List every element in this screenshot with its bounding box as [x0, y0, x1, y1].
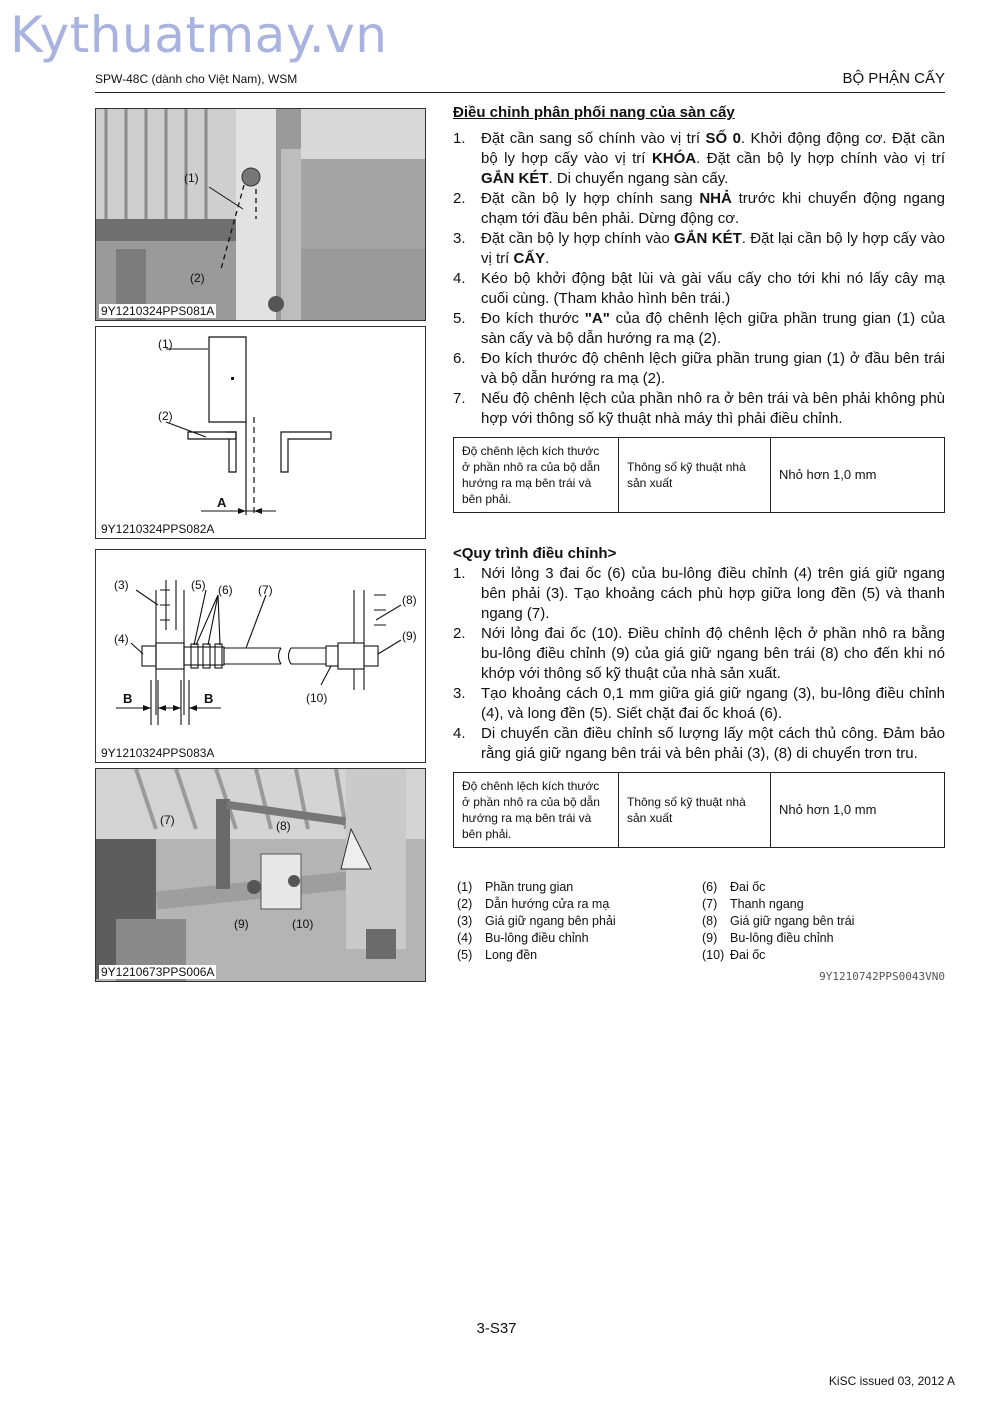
legend-row: (5) Long đền (10) Đai ốc: [457, 948, 766, 962]
diagram-3-drawing: [96, 550, 425, 762]
step: 1. Đặt cần sang số chính vào vị trí SỐ 0. Khởi động động cơ. Đặt cần bộ ly hợp cấy vào vị trí KHÓA. Đặt cần bộ ly hợp chính vào vị trí GẮN KÉT. Di chuyển ngang sàn cấy.: [453, 130, 946, 187]
legend-row: (4) Bu-lông điều chỉnh (9) Bu-lông điều chỉnh: [457, 931, 834, 945]
fig4-label-9: (9): [234, 917, 249, 931]
page-number: 3-S37: [476, 1320, 517, 1337]
fig3-label-6: (6): [218, 583, 233, 597]
step: 6. Đo kích thước độ chênh lệch giữa phần trung gian (1) ở đầu bên trái và bộ dẫn hướng ra mạ (2).: [453, 350, 945, 387]
spec-item: Độ chênh lệch kích thước ở phần nhô ra của bộ dẫn hướng ra mạ bên trái và bên phải.: [454, 438, 619, 513]
header-rule: [95, 92, 945, 93]
legend-row: (1) Phần trung gian (6) Đai ốc: [457, 880, 766, 894]
spec-label: Thông số kỹ thuật nhà sản xuất: [619, 438, 771, 513]
fig4-label-7: (7): [160, 813, 175, 827]
photo-4-drawing: [96, 769, 425, 981]
issued-note: KiSC issued 03, 2012 A: [828, 1374, 955, 1388]
fig3-label-9: (9): [402, 629, 417, 643]
section-1-steps: [453, 129, 945, 429]
section-2: [453, 544, 945, 848]
step: 4. Kéo bộ khởi động bật lùi và gài vấu cấy cho tới khi nó lấy cây mạ cuối cùng. (Tham khảo hình bên trái.): [453, 270, 945, 307]
fig3-label-4: (4): [114, 632, 129, 646]
diagram-2-drawing: [96, 327, 425, 538]
fig1-label-1: (1): [184, 171, 199, 185]
photo-1-drawing: [96, 109, 425, 320]
step: 2. Nới lỏng đai ốc (10). Điều chỉnh độ chênh lệch ở phần nhô ra bằng bu-lông điều chỉnh (9) của giá giữ ngang bên trái (8) cho đến khi nó khớp với thông số kỹ thuật của nhà sản xuất.: [453, 625, 945, 682]
section-1: [453, 103, 945, 513]
figure-diagram-2: [95, 326, 426, 539]
spec-label: Thông số kỹ thuật nhà sản xuất: [619, 773, 771, 848]
step: 3. Tạo khoảng cách 0,1 mm giữa giá giữ ngang (3), bu-lông điều chỉnh (4), và long đền (5). Siết chặt đai ốc khoá (6).: [453, 685, 945, 722]
watermark: Kythuatmay.vn: [10, 6, 388, 64]
spec-item: Độ chênh lệch kích thước ở phần nhô ra của bộ dẫn hướng ra mạ bên trái và bên phải.: [454, 773, 619, 848]
fig3-label-7: (7): [258, 583, 273, 597]
fig1-label-2: (2): [190, 271, 205, 285]
fig3-code: 9Y1210324PPS083A: [101, 746, 215, 760]
fig4-label-8: (8): [276, 819, 291, 833]
step: 1. Nới lỏng 3 đai ốc (6) của bu-lông điều chỉnh (4) trên giá giữ ngang bên phải (3). Tạo khoảng cách phù hợp giữa long đền (5) và thanh ngang (7).: [453, 565, 945, 622]
spec-table-1: [453, 437, 945, 513]
parts-legend: [457, 879, 945, 964]
legend-row: (3) Giá giữ ngang bên phải (8) Giá giữ ngang bên trái: [457, 914, 855, 928]
section-1-title: Điều chỉnh phân phối nang của sàn cấy: [453, 104, 735, 121]
section-2-steps: [453, 564, 945, 764]
figure-photo-4: [95, 768, 426, 982]
step: 4. Di chuyển cần điều chỉnh số lượng lấy một cách thủ công. Đảm bảo rằng giá giữ ngang bên trái và bên phải (3), (8) di chuyển trơn tru.: [453, 725, 945, 762]
section-2-title: <Quy trình điều chỉnh>: [453, 545, 617, 562]
fig4-label-10: (10): [292, 917, 314, 931]
header-section: BỘ PHẬN CẤY: [842, 70, 945, 87]
fig3-label-5: (5): [191, 578, 206, 592]
spec-value: Nhỏ hơn 1,0 mm: [771, 773, 945, 848]
header-model: SPW-48C (dành cho Việt Nam), WSM: [95, 72, 298, 86]
document-id: 9Y1210742PPS0043VN0: [819, 970, 945, 983]
legend-row: (2) Dẫn hướng cửa ra mạ (7) Thanh ngang: [457, 897, 804, 911]
spec-value: Nhỏ hơn 1,0 mm: [771, 438, 945, 513]
step: 7. Nếu độ chênh lệch của phần nhô ra ở bên trái và bên phải không phù hợp với thông số kỹ thuật nhà máy thì phải điều chỉnh.: [453, 390, 945, 427]
step: 2. Đặt cần bộ ly hợp chính sang NHẢ trước khi chuyển động ngang chạm tới đầu bên phải. Dừng động cơ.: [453, 190, 945, 227]
step: 3. Đặt cần bộ ly hợp chính vào GẮN KÉT. Đặt lại cần bộ ly hợp cấy vào vị trí CẤY.: [453, 230, 946, 267]
fig1-code: 9Y1210324PPS081A: [101, 304, 215, 318]
fig2-label-2: (2): [158, 409, 173, 423]
fig2-label-1: (1): [158, 337, 173, 351]
step: 5. Đo kích thước "A" của độ chênh lệch giữa phần trung gian (1) của sàn cấy và bộ dẫn hướng ra mạ (2).: [453, 310, 945, 347]
spec-table-2: [453, 772, 945, 848]
fig4-code: 9Y1210673PPS006A: [101, 965, 215, 979]
figure-photo-1: [95, 108, 426, 321]
fig3-label-b-right: B: [204, 691, 214, 706]
fig3-label-b-left: B: [123, 691, 133, 706]
fig3-label-10: (10): [306, 691, 328, 705]
fig3-label-3: (3): [114, 578, 129, 592]
figure-diagram-3: [95, 549, 426, 763]
fig3-label-8: (8): [402, 593, 417, 607]
fig2-code: 9Y1210324PPS082A: [101, 522, 215, 536]
fig2-label-a: A: [217, 495, 227, 510]
